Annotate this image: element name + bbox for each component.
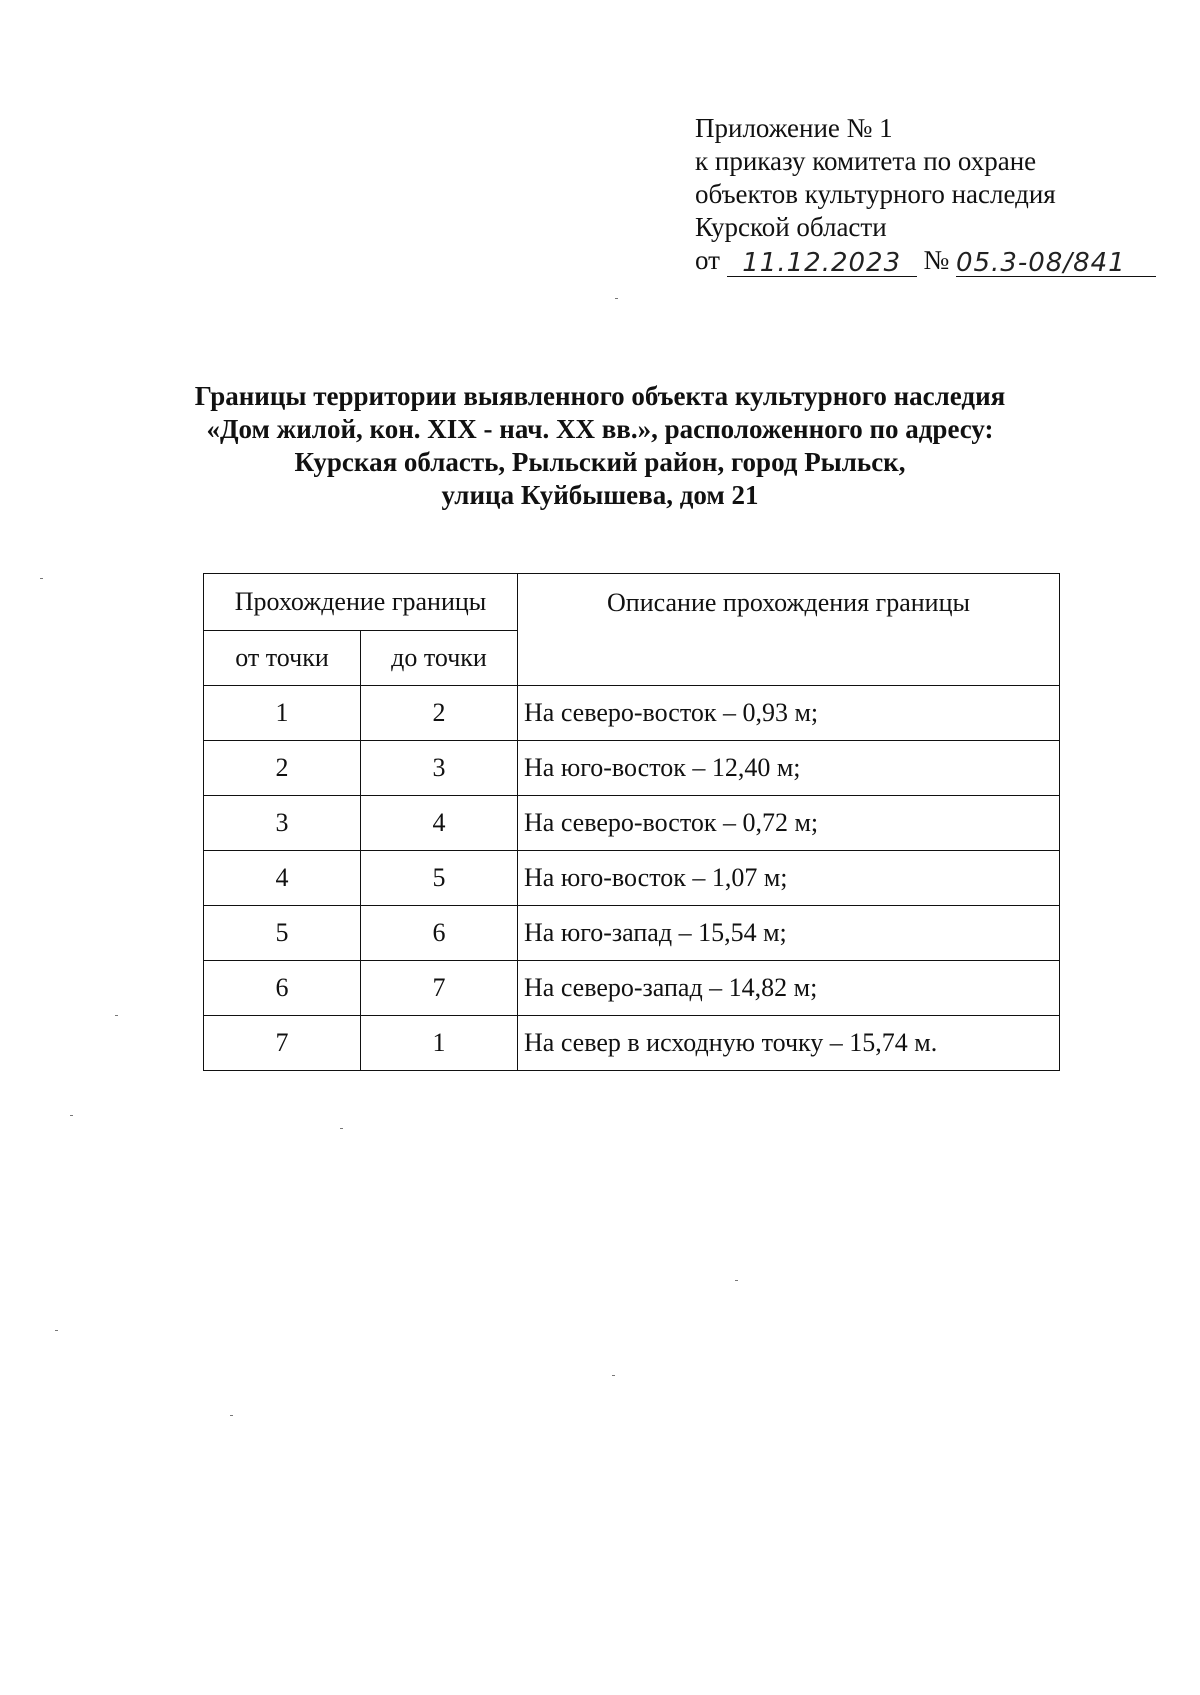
table-row xyxy=(204,1016,1060,1071)
from-prefix: от xyxy=(695,245,720,275)
from-point-cell: 7 xyxy=(204,1016,361,1071)
title-line-3: Курская область, Рыльский район, город Рыльск, xyxy=(294,447,906,477)
table-header-row xyxy=(204,574,1060,631)
table-row xyxy=(204,961,1060,1016)
title-line-4: улица Куйбышева, дом 21 xyxy=(441,480,759,510)
table-row xyxy=(204,906,1060,961)
to-point-cell: 6 xyxy=(361,906,518,961)
scan-speck xyxy=(115,1015,118,1016)
table-row xyxy=(204,851,1060,906)
scan-speck xyxy=(70,1115,73,1116)
description-cell: На север в исходную точку – 15,74 м. xyxy=(518,1016,1060,1071)
description-cell: На северо-восток – 0,93 м; xyxy=(518,686,1060,741)
to-point-cell: 2 xyxy=(361,686,518,741)
scan-speck xyxy=(340,1128,343,1129)
annex-line-3: объектов культурного наследия xyxy=(695,179,1056,209)
to-point-header: до точки xyxy=(361,631,518,686)
date-blank xyxy=(727,246,917,277)
from-point-cell: 3 xyxy=(204,796,361,851)
scan-speck xyxy=(612,1375,615,1376)
annex-block xyxy=(695,112,1156,277)
description-cell: На юго-восток – 12,40 м; xyxy=(518,741,1060,796)
from-point-cell: 2 xyxy=(204,741,361,796)
from-point-cell: 6 xyxy=(204,961,361,1016)
to-point-cell: 1 xyxy=(361,1016,518,1071)
annex-line-4: Курской области xyxy=(695,212,887,242)
to-point-cell: 4 xyxy=(361,796,518,851)
description-cell: На северо-восток – 0,72 м; xyxy=(518,796,1060,851)
from-point-cell: 5 xyxy=(204,906,361,961)
scan-speck xyxy=(40,578,43,579)
from-point-header: от точки xyxy=(204,631,361,686)
handwritten-date: 11.12.2023 xyxy=(742,248,902,278)
table-row xyxy=(204,686,1060,741)
to-point-cell: 7 xyxy=(361,961,518,1016)
handwritten-number: 05.3-08/841 xyxy=(955,248,1126,278)
scan-speck xyxy=(230,1415,233,1416)
title-line-2: «Дом жилой, кон. XIX - нач. XX вв.», расположенного по адресу: xyxy=(206,414,994,444)
document-title xyxy=(150,380,1050,512)
number-blank xyxy=(956,246,1156,277)
table-row xyxy=(204,741,1060,796)
from-point-cell: 1 xyxy=(204,686,361,741)
scan-speck xyxy=(735,1280,738,1281)
description-cell: На северо-запад – 14,82 м; xyxy=(518,961,1060,1016)
order-date-number-line xyxy=(695,244,1156,277)
boundary-table xyxy=(203,573,1060,1071)
scan-speck xyxy=(55,1330,58,1331)
annex-line-1: Приложение № 1 xyxy=(695,113,893,143)
table-row xyxy=(204,796,1060,851)
description-cell: На юго-запад – 15,54 м; xyxy=(518,906,1060,961)
to-point-cell: 3 xyxy=(361,741,518,796)
group-header: Прохождение границы xyxy=(204,574,518,631)
title-line-1: Границы территории выявленного объекта культурного наследия xyxy=(194,381,1006,411)
description-cell: На юго-восток – 1,07 м; xyxy=(518,851,1060,906)
to-point-cell: 5 xyxy=(361,851,518,906)
number-prefix: № xyxy=(923,245,950,275)
annex-line-2: к приказу комитета по охране xyxy=(695,146,1037,176)
scan-speck xyxy=(615,298,618,299)
description-header: Описание прохождения границы xyxy=(518,574,1060,686)
from-point-cell: 4 xyxy=(204,851,361,906)
